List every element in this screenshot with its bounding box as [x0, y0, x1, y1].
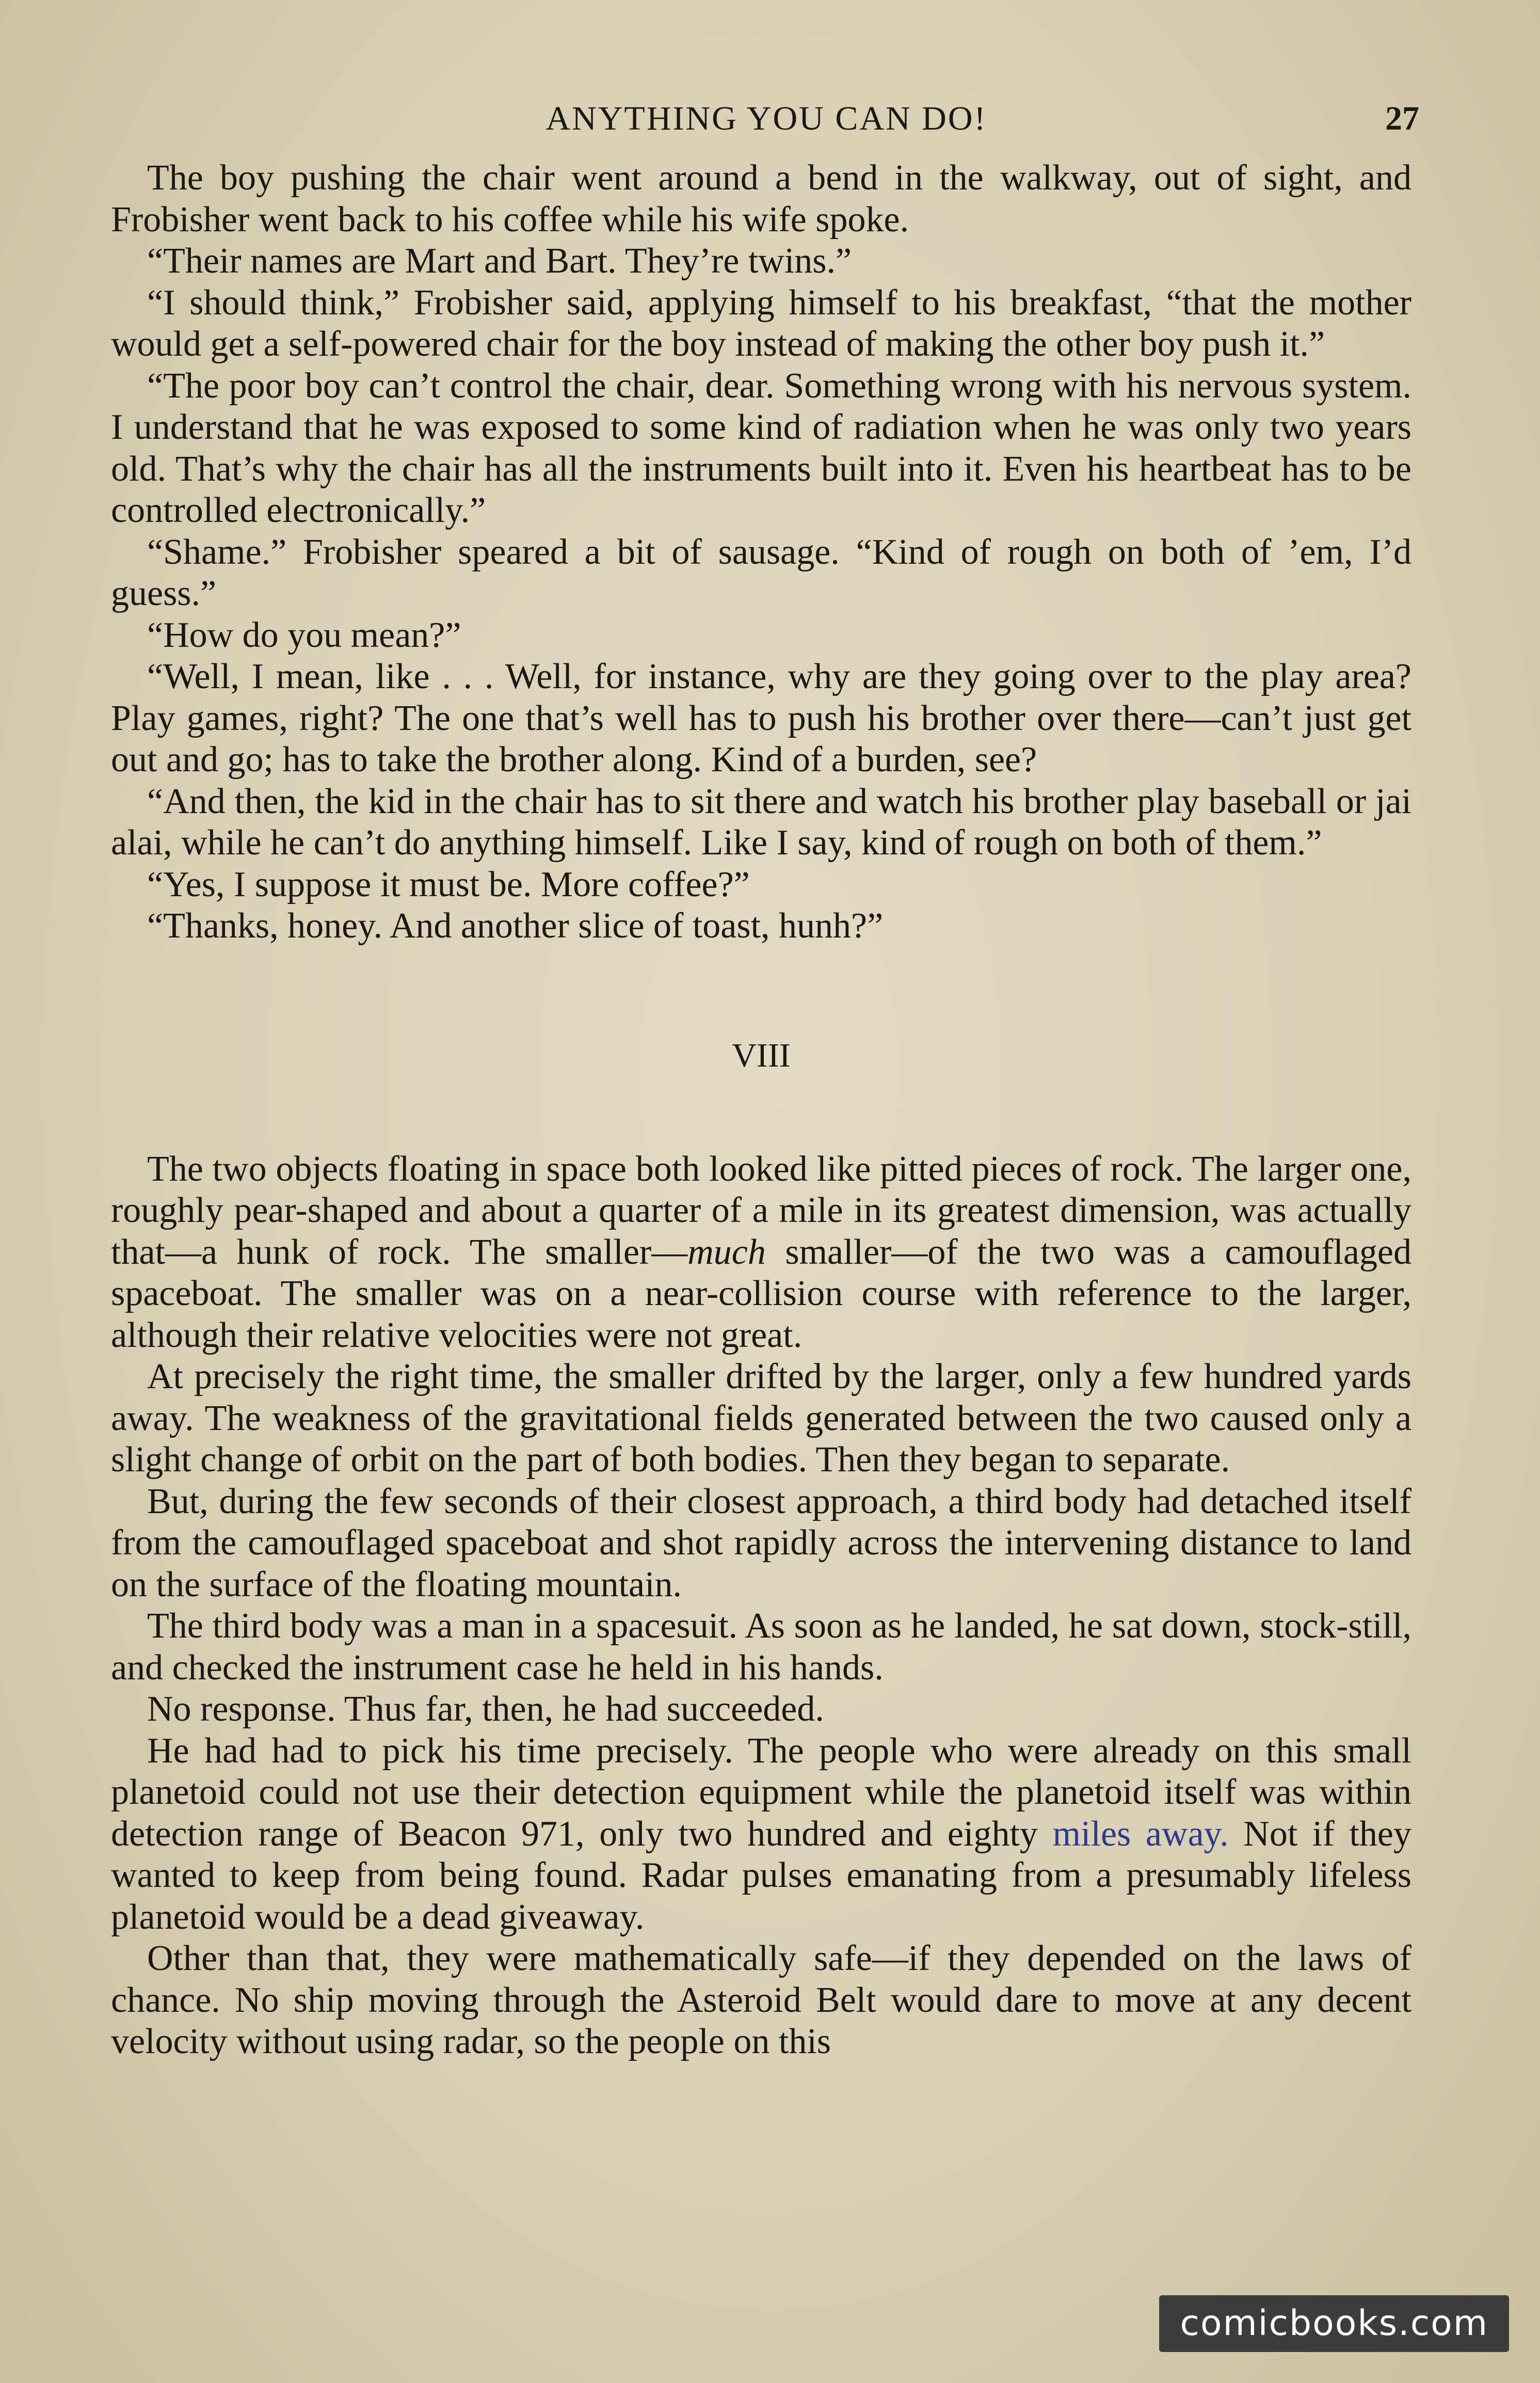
paragraph	[111, 1730, 1411, 1939]
watermark: comicbooks.com	[1159, 2295, 1509, 2352]
paragraph: “The poor boy can’t control the chair, dear. Something wrong with his nervous system. I understand that he was exposed to some kind of radiation when he was only two years old. That’s why the chair has all the instruments built into it. Even his heartbeat has to be controlled electronically.”	[111, 366, 1411, 530]
section-title: VIII	[732, 1036, 791, 1074]
paragraph: “Shame.” Frobisher speared a bit of sausage. “Kind of rough on both of ’em, I’d guess.”	[111, 532, 1411, 613]
paragraph: At precisely the right time, the smaller drifted by the larger, only a few hundred yards away. The weakness of the gravitational fields generated between the two caused only a slight change of orbit on the part of both bodies. Then they began to separate.	[111, 1357, 1411, 1480]
text-block	[111, 157, 1411, 2063]
paragraph: “Well, I mean, like . . . Well, for instance, why are they going over to the play area? Play games, right? The one that’s well has to push his brother over there—can’t just get out and go; has to take the brother along. Kind of a burden, see?	[111, 657, 1411, 780]
section-spacer	[111, 947, 1411, 1030]
paragraph: “Yes, I suppose it must be. More coffee?”	[147, 864, 750, 904]
paragraph: The boy pushing the chair went around a bend in the walkway, out of sight, and Frobisher went back to his coffee while his wife spoke.	[111, 158, 1411, 240]
paragraph: No response. Thus far, then, he had succeeded.	[147, 1689, 824, 1729]
section-spacer	[111, 1082, 1411, 1149]
paragraph: “How do you mean?”	[147, 615, 461, 655]
paragraph-text: He had had to pick his time precisely. The people who were already on this small planetoid could not use their detection equipment while the planetoid itself was within detection range of Beacon 971, only two hundred and eighty	[111, 1730, 1411, 1854]
page-number: 27	[1385, 100, 1419, 137]
running-title: ANYTHING YOU CAN DO!	[546, 100, 987, 137]
paragraph	[111, 1149, 1411, 1357]
paragraph-text: The two objects floating in space both looked like pitted pieces of rock. The larger one, roughly pear-shaped and about a quarter of a mile in its greatest dimension, was actually that—a hunk of rock. The smaller—	[111, 1149, 1411, 1272]
paragraph: “Thanks, honey. And another slice of toast, hunh?”	[147, 906, 884, 946]
paragraph-text: Not if they wanted to keep from being found. Radar pulses emanating from a presumably lifeless planetoid would be a dead giveaway.	[111, 1814, 1411, 1937]
paragraph: “I should think,” Frobisher said, applying himself to his breakfast, “that the mother would get a self-powered chair for the boy instead of making the other boy push it.”	[111, 282, 1411, 364]
paragraph: “Their names are Mart and Bart. They’re twins.”	[147, 241, 852, 281]
paragraph: Other than that, they were mathematically safe—if they depended on the laws of chance. No ship moving through the Asteroid Belt would dare to move at any decent velocity without using radar, so the people on this	[111, 1939, 1411, 2061]
paragraph: The third body was a man in a spacesuit. As soon as he landed, he sat down, stock-still, and checked the instrument case he held in his hands.	[111, 1606, 1411, 1688]
paragraph-text: smaller—of the two was a camouflaged spaceboat. The smaller was on a near-collision course with reference to the larger, although their relative velocities were not great.	[111, 1232, 1411, 1355]
blue-ink-text: miles away.	[1052, 1814, 1229, 1854]
paragraph: But, during the few seconds of their closest approach, a third body had detached itself from the camouflaged spaceboat and shot rapidly across the intervening distance to land on the surface of the floating mountain.	[111, 1481, 1411, 1604]
emphasis-text: much	[687, 1232, 766, 1272]
paragraph: “And then, the kid in the chair has to sit there and watch his brother play baseball or jai alai, while he can’t do anything himself. Like I say, kind of rough on both of them.”	[111, 781, 1411, 863]
running-head	[114, 93, 1419, 145]
